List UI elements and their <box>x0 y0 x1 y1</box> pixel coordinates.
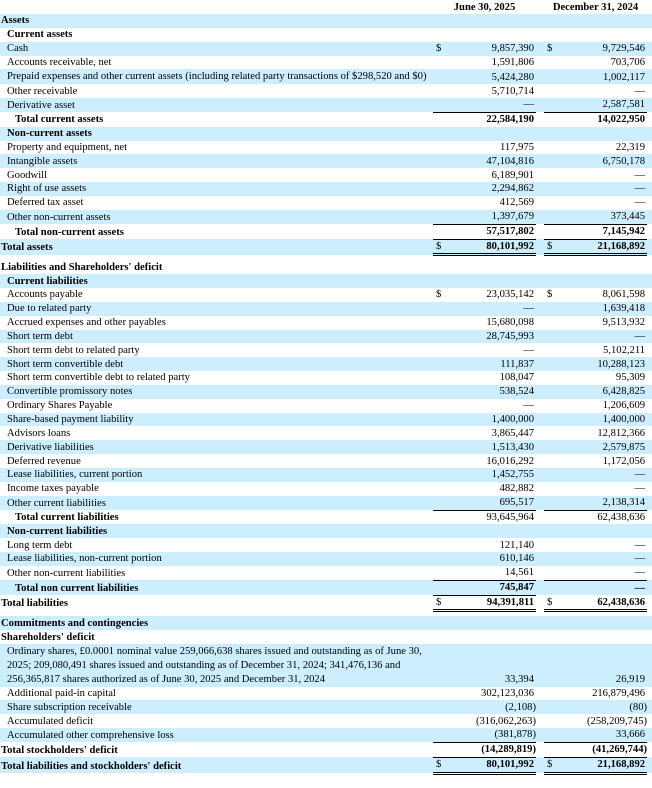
table-row-advisors-loans <box>0 426 652 440</box>
subsection-heading-noncurrent-assets <box>0 127 652 141</box>
value-june-2025: 28,745,993 <box>445 330 536 344</box>
row-label: Total non current liabilities <box>0 580 433 595</box>
row-label: Accumulated deficit <box>7 715 94 727</box>
table-row-total-liabilities <box>0 595 652 611</box>
value-dec-2024: — <box>556 468 647 482</box>
value-dec-2024: 703,706 <box>610 56 646 68</box>
row-label: Short term convertible debt to related party <box>7 372 190 384</box>
subsection-heading-current-liabilities <box>0 274 652 288</box>
value-dec-2024: — <box>556 330 647 344</box>
value-dec-2024: 1,172,056 <box>602 455 646 467</box>
table-row-convertible-promissory-notes <box>0 385 652 399</box>
row-label: Assets <box>0 14 433 28</box>
value-dec-2024: 95,309 <box>615 372 646 384</box>
row-label: Income taxes payable <box>7 483 99 495</box>
row-label: Convertible promissory notes <box>0 385 433 399</box>
value-june-2025: 302,123,036 <box>481 687 535 699</box>
row-label: Lease liabilities, non-current portion <box>0 552 433 566</box>
row-label: Liabilities and Shareholders' deficit <box>1 261 163 273</box>
row-label: Current liabilities <box>0 274 433 288</box>
value-june-2025: — <box>523 400 535 412</box>
section-heading-assets <box>0 14 652 28</box>
table-row-due-to-related-party <box>0 302 652 316</box>
value-june-2025: 482,882 <box>499 483 535 495</box>
value-june-2025: 1,397,679 <box>445 210 536 224</box>
value-june-2025: 22,584,190 <box>486 114 535 126</box>
table-row-cash <box>0 42 652 56</box>
row-label: Right of use assets <box>0 182 433 196</box>
table-row-short-term-debt <box>0 330 652 344</box>
value-dec-2024: — <box>556 182 647 196</box>
value-june-2025: 117,975 <box>499 141 535 153</box>
value-dec-2024: 1,400,000 <box>556 413 647 427</box>
value-june-2025: 15,680,098 <box>486 317 535 329</box>
value-dec-2024: 21,168,892 <box>556 239 647 255</box>
value-dec-2024: — <box>556 580 647 595</box>
row-label: Total stockholders' deficit <box>1 744 118 756</box>
row-label: Short term convertible debt <box>0 357 433 371</box>
row-label: Other current liabilities <box>0 496 433 510</box>
row-label: Total non-current assets <box>15 226 124 238</box>
value-dec-2024: 6,750,178 <box>556 154 647 168</box>
value-dec-2024: 12,812,366 <box>597 427 646 439</box>
value-dec-2024: 14,022,950 <box>597 114 646 126</box>
table-row-deferred-revenue <box>0 454 652 468</box>
value-june-2025: 14,561 <box>445 566 536 580</box>
table-row-derivative-liabilities <box>0 440 652 454</box>
row-label: Short term debt <box>0 330 433 344</box>
value-dec-2024: 9,729,546 <box>556 42 647 56</box>
table-row-intangible-assets <box>0 154 652 168</box>
table-row-derivative-asset <box>0 98 652 112</box>
value-june-2025: 2,294,862 <box>445 182 536 196</box>
table-row-total-current-liabilities <box>0 510 652 524</box>
value-june-2025: — <box>445 98 536 112</box>
table-row-share-based-payment-liability <box>0 413 652 427</box>
row-label: Property and equipment, net <box>7 141 128 153</box>
row-label: Shareholders' deficit <box>1 631 95 643</box>
row-label: Commitments and contingencies <box>0 616 433 630</box>
table-row-other-noncurrent-assets <box>0 210 652 224</box>
value-dec-2024: 10,288,123 <box>556 357 647 371</box>
row-label: Due to related party <box>0 302 433 316</box>
value-june-2025: 5,424,280 <box>445 69 536 84</box>
section-heading-liabilities <box>0 260 652 274</box>
table-row-additional-paid-in-capital <box>0 687 652 701</box>
value-dec-2024: — <box>556 552 647 566</box>
column-header-dec-2024: December 31, 2024 <box>552 1 639 13</box>
value-june-2025: 745,847 <box>445 580 536 595</box>
table-row-lease-liabilities-current <box>0 468 652 482</box>
row-label: Other non-current assets <box>0 210 433 224</box>
row-label: Other non-current liabilities <box>7 567 126 579</box>
value-dec-2024: 21,168,892 <box>556 757 647 773</box>
value-dec-2024: 8,061,598 <box>602 289 646 301</box>
row-label: Accumulated other comprehensive loss <box>0 728 433 742</box>
currency-symbol: $ <box>544 595 556 611</box>
table-row-other-noncurrent-liabilities <box>0 566 652 580</box>
row-label: Prepaid expenses and other current assets (including related party transactions of $298,520 and $0) <box>0 69 433 84</box>
currency-symbol: $ <box>544 239 556 255</box>
column-header-row <box>0 0 652 14</box>
table-row-total-assets <box>0 239 652 255</box>
table-row-short-term-convertible-debt-related <box>0 371 652 385</box>
value-dec-2024: (258,209,745) <box>587 715 648 727</box>
row-label: Deferred revenue <box>7 455 81 467</box>
row-label: Ordinary shares, £0.0001 nominal value 259,066,638 shares issued and outstanding as of June 30, 2025; 209,080,491 shares issued and outstanding as of December 31, 2024; 341,476,136 and 256,365,817 shares authorized as of June 30, 2025 and December 31, 2024 <box>0 644 433 686</box>
value-dec-2024: 1,002,117 <box>556 69 647 84</box>
row-label: Share-based payment liability <box>0 413 433 427</box>
row-label: Accrued expenses and other payables <box>7 317 166 329</box>
row-label: Non-current assets <box>0 127 433 141</box>
table-row-accounts-receivable <box>0 56 652 70</box>
value-dec-2024: 5,102,211 <box>603 344 646 356</box>
value-june-2025: 94,391,811 <box>445 595 536 611</box>
value-june-2025: 121,140 <box>499 539 535 551</box>
value-dec-2024: 1,206,609 <box>602 400 646 412</box>
currency-symbol: $ <box>433 595 445 611</box>
table-row-other-current-liabilities <box>0 496 652 510</box>
value-june-2025: 33,394 <box>445 644 536 686</box>
table-row-total-liabilities-and-deficit <box>0 757 652 773</box>
table-row-right-of-use-assets <box>0 182 652 196</box>
table-row-total-stockholders-deficit <box>0 742 652 757</box>
value-june-2025: (316,062,263) <box>475 715 537 727</box>
table-row-goodwill <box>0 168 652 182</box>
table-row-ordinary-shares-payable <box>0 399 652 413</box>
value-june-2025: 1,591,806 <box>491 56 535 68</box>
row-label: Short term debt to related party <box>7 344 140 356</box>
row-label: Advisors loans <box>7 427 71 439</box>
section-heading-commitments <box>0 616 652 630</box>
value-june-2025: (14,289,819) <box>481 744 537 756</box>
value-dec-2024: 26,919 <box>556 644 647 686</box>
currency-symbol: $ <box>544 757 556 773</box>
row-label: Ordinary Shares Payable <box>7 400 113 412</box>
value-june-2025: 1,452,755 <box>445 468 536 482</box>
row-label: Goodwill <box>7 169 48 181</box>
row-label: Deferred tax asset <box>7 197 84 209</box>
row-label: Total current liabilities <box>15 511 119 523</box>
table-row-long-term-debt <box>0 538 652 552</box>
value-dec-2024: 7,145,942 <box>556 224 647 239</box>
value-june-2025: 80,101,992 <box>445 239 536 255</box>
table-row-accumulated-oci <box>0 728 652 742</box>
row-label: Cash <box>0 42 433 56</box>
row-label: Total liabilities and stockholders' deficit <box>0 757 433 773</box>
value-dec-2024: — <box>634 169 646 181</box>
row-label: Other receivable <box>7 85 78 97</box>
value-june-2025: 538,524 <box>445 385 536 399</box>
value-dec-2024: 22,319 <box>615 141 646 153</box>
table-row-property-equipment <box>0 141 652 155</box>
table-row-income-taxes-payable <box>0 482 652 496</box>
value-dec-2024: 62,438,636 <box>556 595 647 611</box>
column-header-june-2025: June 30, 2025 <box>453 1 516 13</box>
value-june-2025: 23,035,142 <box>486 289 535 301</box>
value-june-2025: 6,189,901 <box>491 169 535 181</box>
row-label: Total liabilities <box>1 598 69 610</box>
row-label: Long term debt <box>7 539 73 551</box>
currency-symbol: $ <box>433 42 445 56</box>
table-row-deferred-tax-asset <box>0 196 652 210</box>
value-dec-2024: 62,438,636 <box>597 511 646 523</box>
value-june-2025: 1,513,430 <box>445 440 536 454</box>
value-dec-2024: 1,639,418 <box>556 302 647 316</box>
value-dec-2024: — <box>634 85 646 97</box>
table-row-short-term-debt-related <box>0 343 652 357</box>
table-row-total-noncurrent-assets <box>0 224 652 239</box>
value-june-2025: 16,016,292 <box>486 455 535 467</box>
table-row-accrued-expenses <box>0 316 652 330</box>
table-row-accumulated-deficit <box>0 714 652 728</box>
currency-symbol: $ <box>436 289 442 301</box>
value-june-2025: 1,400,000 <box>445 413 536 427</box>
value-june-2025: 695,517 <box>445 496 536 510</box>
value-june-2025: 47,104,816 <box>445 154 536 168</box>
row-label: Non-current liabilities <box>0 524 433 538</box>
table-row-total-current-assets <box>0 112 652 126</box>
value-june-2025: 9,857,390 <box>445 42 536 56</box>
subsection-heading-noncurrent-liabilities <box>0 524 652 538</box>
currency-symbol: $ <box>433 757 445 773</box>
section-heading-shareholders-deficit <box>0 630 652 644</box>
table-row-short-term-convertible-debt <box>0 357 652 371</box>
value-dec-2024: 6,428,825 <box>556 385 647 399</box>
row-label: Total current assets <box>15 114 104 126</box>
currency-symbol: $ <box>547 289 553 301</box>
row-label: Share subscription receivable <box>0 700 433 714</box>
row-label: Lease liabilities, current portion <box>0 468 433 482</box>
value-dec-2024: — <box>634 483 646 495</box>
table-row-other-receivable <box>0 84 652 98</box>
value-june-2025: 80,101,992 <box>445 757 536 773</box>
value-june-2025: 93,645,964 <box>486 511 535 523</box>
value-dec-2024: (41,269,744) <box>592 744 648 756</box>
table-row-total-noncurrent-liabilities <box>0 580 652 595</box>
value-dec-2024: 9,513,932 <box>602 317 646 329</box>
value-dec-2024: (80) <box>556 700 647 714</box>
table-row-accounts-payable <box>0 288 652 302</box>
value-june-2025: 610,146 <box>445 552 536 566</box>
row-label: Accounts receivable, net <box>7 56 112 68</box>
subsection-heading-current-assets <box>0 28 652 42</box>
value-dec-2024: 2,138,314 <box>556 496 647 510</box>
value-dec-2024: 2,579,875 <box>556 440 647 454</box>
value-dec-2024: — <box>634 539 646 551</box>
table-row-lease-liabilities-noncurrent <box>0 552 652 566</box>
row-label: Derivative liabilities <box>0 440 433 454</box>
currency-symbol: $ <box>544 42 556 56</box>
row-label: Current assets <box>7 29 73 41</box>
value-june-2025: 5,710,714 <box>491 85 535 97</box>
value-june-2025: — <box>523 344 535 356</box>
value-dec-2024: 373,445 <box>556 210 647 224</box>
row-label: Total assets <box>0 239 433 255</box>
value-june-2025: — <box>445 302 536 316</box>
value-june-2025: 412,569 <box>499 197 535 209</box>
value-june-2025: 111,837 <box>445 357 536 371</box>
row-label: Derivative asset <box>0 98 433 112</box>
value-dec-2024: 216,879,496 <box>592 687 646 699</box>
row-label: Additional paid-in capital <box>7 687 116 699</box>
row-label: Accounts payable <box>7 289 83 301</box>
table-row-prepaid-expenses <box>0 69 652 84</box>
value-june-2025: 3,865,447 <box>491 427 535 439</box>
row-label: Intangible assets <box>0 154 433 168</box>
value-dec-2024: 33,666 <box>556 728 647 742</box>
table-row-ordinary-shares <box>0 644 652 686</box>
value-dec-2024: — <box>634 197 646 209</box>
value-dec-2024: 2,587,581 <box>556 98 647 112</box>
value-dec-2024: — <box>556 566 647 580</box>
value-june-2025: (381,878) <box>445 728 536 742</box>
currency-symbol: $ <box>433 239 445 255</box>
value-june-2025: 108,047 <box>499 372 535 384</box>
table-row-share-subscription-receivable <box>0 700 652 714</box>
value-june-2025: (2,108) <box>445 700 536 714</box>
value-june-2025: 57,517,802 <box>445 224 536 239</box>
